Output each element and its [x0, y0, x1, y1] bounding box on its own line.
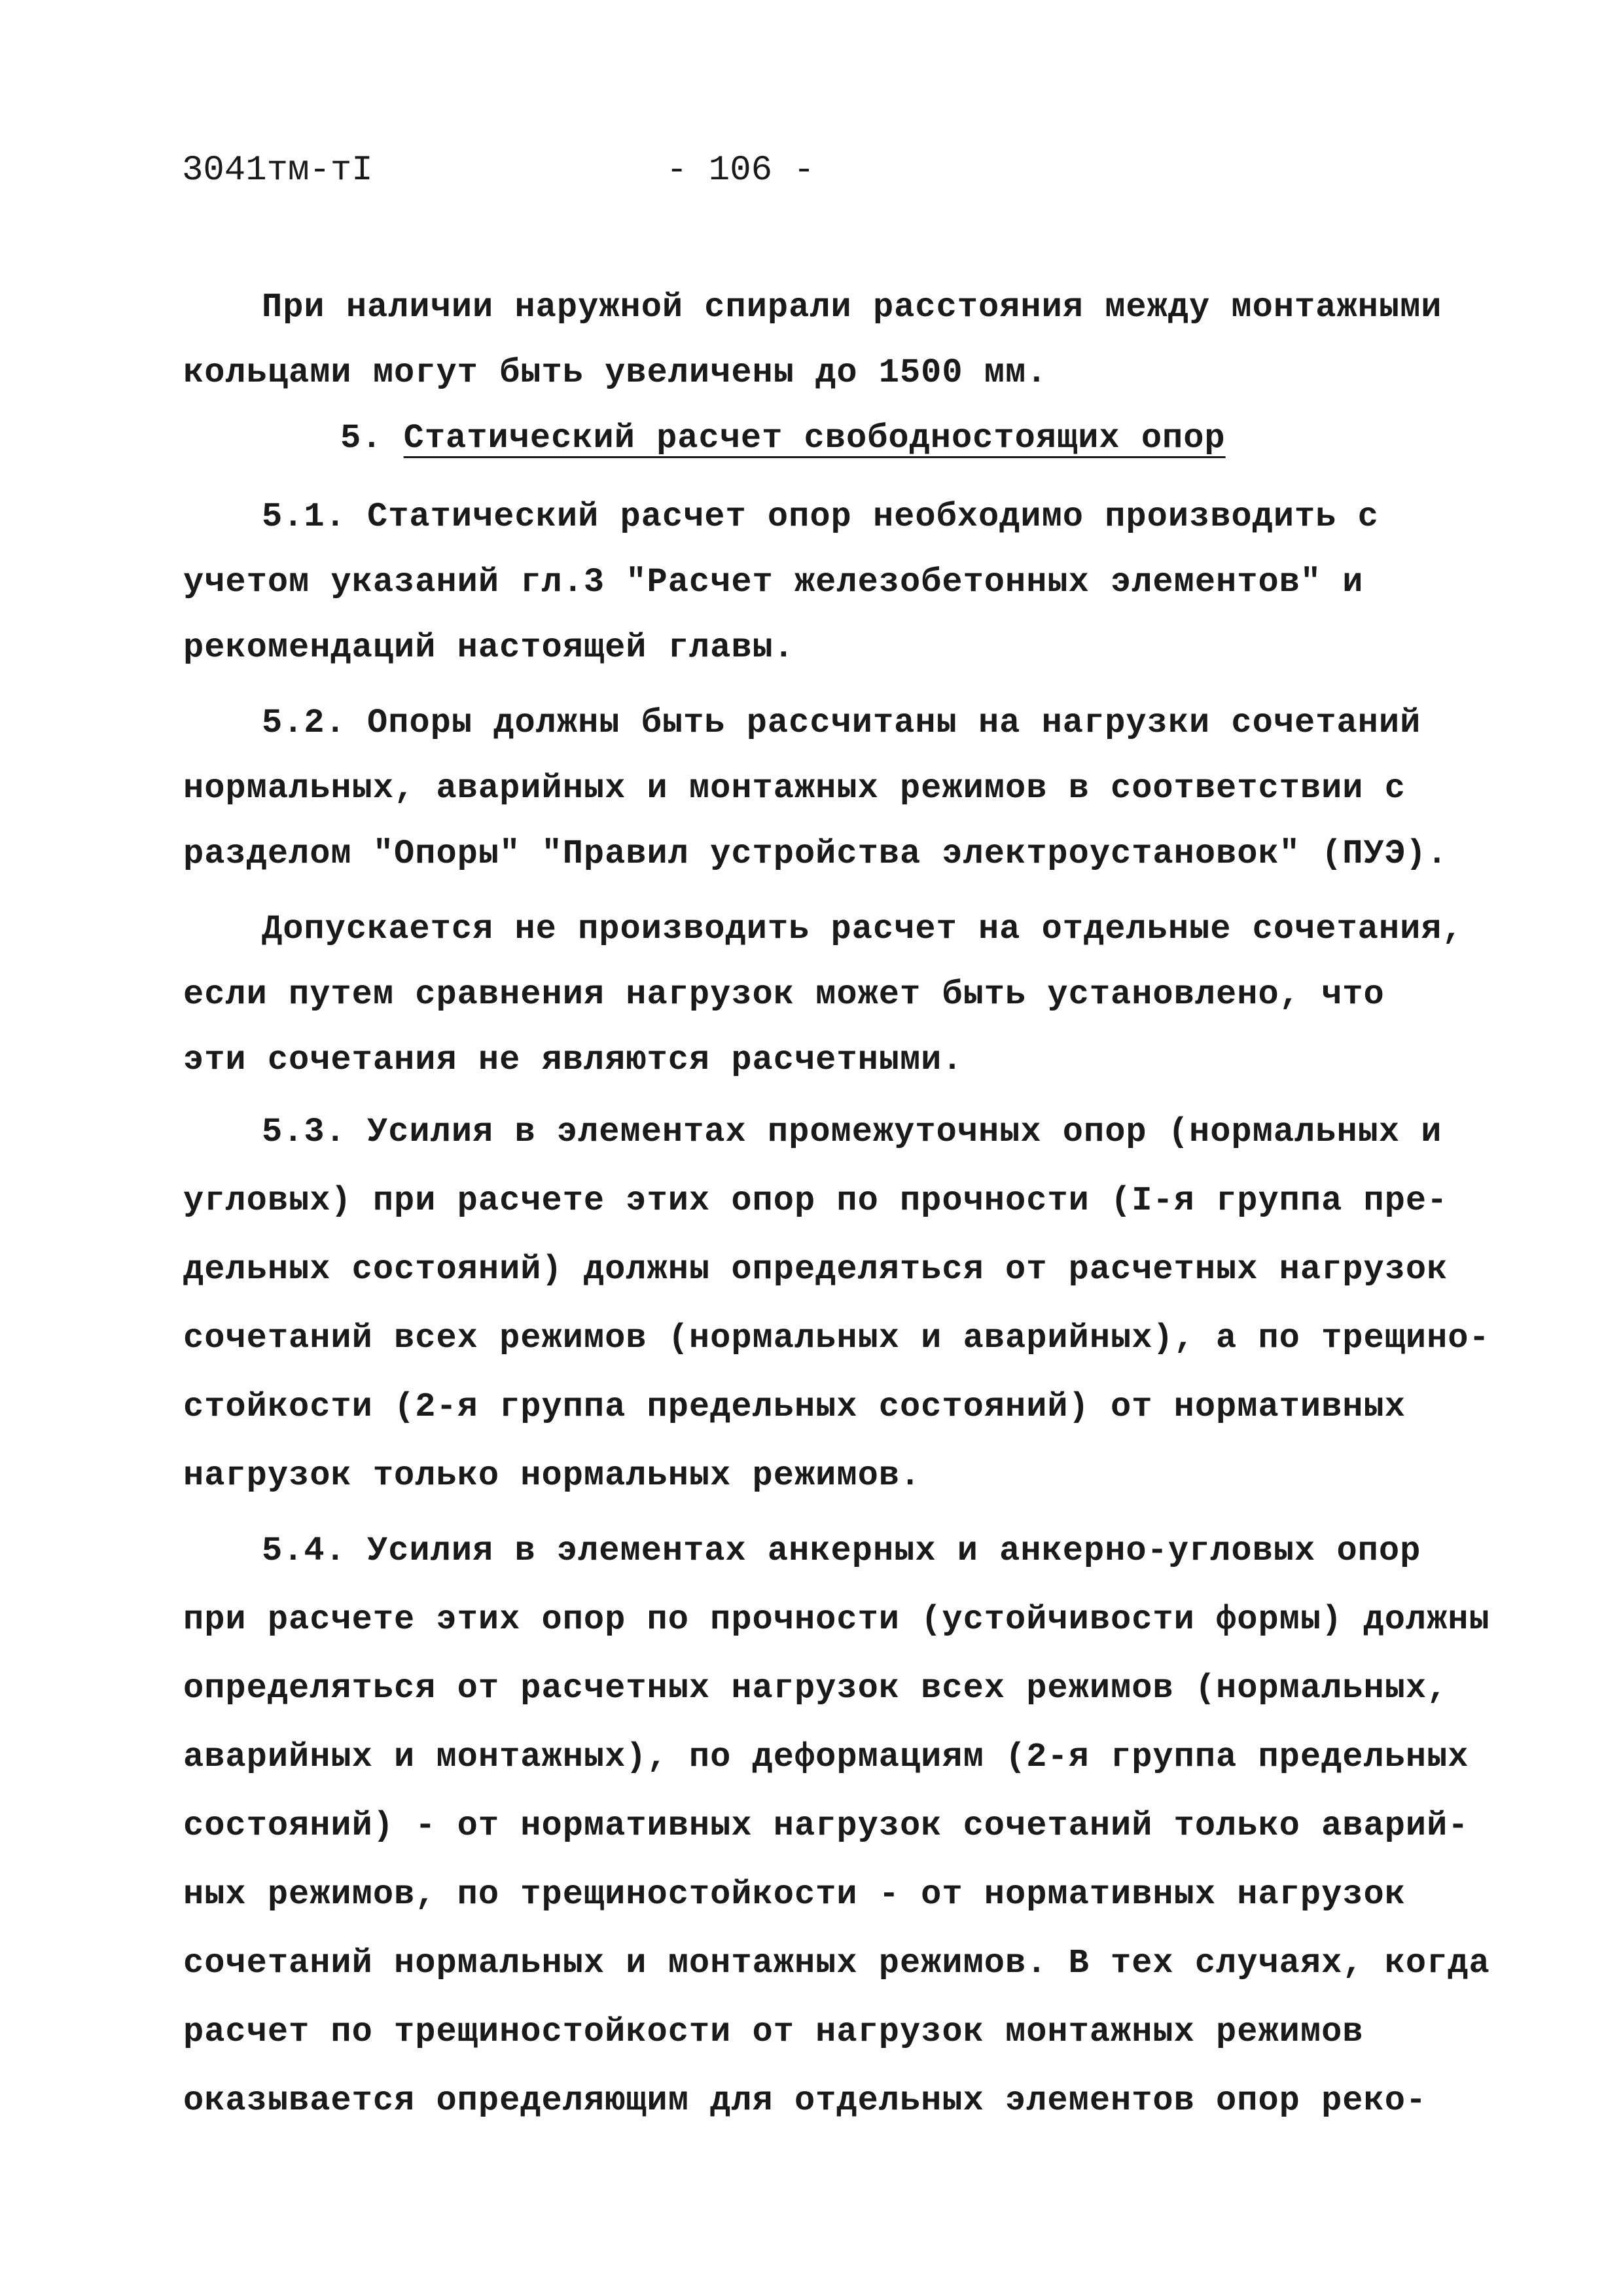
- document-body: [183, 288, 1490, 2186]
- paragraph-line: оказывается определяющим для отдельных элементов опор реко-: [183, 2081, 1427, 2120]
- paragraph-line: сочетаний всех режимов (нормальных и аварийных), а по трещино-: [183, 1319, 1490, 1357]
- paragraph-line: при расчете этих опор по прочности (устойчивости формы) должны: [183, 1600, 1490, 1639]
- paragraph-line: эти сочетания не являются расчетными.: [183, 1041, 963, 1079]
- section-title: Статический расчет свободностоящих опор: [403, 419, 1226, 457]
- paragraph-line: состояний) - от нормативных нагрузок сочетаний только аварий-: [183, 1806, 1469, 1845]
- section-number: 5.: [340, 419, 383, 457]
- paragraph-line: сочетаний нормальных и монтажных режимов. В тех случаях, когда: [183, 1944, 1490, 1982]
- paragraph-line: аварийных и монтажных), по деформациям (2-я группа предельных: [183, 1738, 1469, 1776]
- paragraph-line: 5.2. Опоры должны быть рассчитаны на нагрузки сочетаний: [262, 704, 1421, 742]
- paragraph-line: рекомендаций настоящей главы.: [183, 628, 794, 667]
- paragraph-line: нормальных, аварийных и монтажных режимов в соответствии с: [183, 769, 1406, 808]
- paragraph-line: угловых) при расчете этих опор по прочности (I-я группа пре-: [183, 1181, 1448, 1220]
- page-header: [182, 151, 1465, 203]
- paragraph-line: дельных состояний) должны определяться от расчетных нагрузок: [183, 1250, 1448, 1289]
- paragraph-line: определяться от расчетных нагрузок всех режимов (нормальных,: [183, 1669, 1448, 1708]
- paragraph-line: если путем сравнения нагрузок может быть установлено, что: [183, 975, 1385, 1014]
- intro-line: При наличии наружной спирали расстояния между монтажными: [262, 288, 1442, 327]
- paragraph-line: 5.1. Статический расчет опор необходимо производить с: [262, 497, 1379, 536]
- paragraph-line: ных режимов, по трещиностойкости - от нормативных нагрузок: [183, 1875, 1406, 1914]
- paragraph-line: стойкости (2-я группа предельных состояний) от нормативных: [183, 1388, 1406, 1426]
- paragraph-line: 5.4. Усилия в элементах анкерных и анкерно-угловых опор: [262, 1532, 1421, 1570]
- paragraph-line: 5.3. Усилия в элементах промежуточных опор (нормальных и: [262, 1113, 1442, 1151]
- paragraph-line: расчет по трещиностойкости от нагрузок монтажных режимов: [183, 2013, 1364, 2051]
- paragraph-line: Допускается не производить расчет на отдельные сочетания,: [262, 910, 1463, 948]
- section-heading: [340, 419, 1226, 457]
- page-number: - 106 -: [666, 151, 815, 190]
- document-code: 3041тм-тI: [182, 151, 373, 190]
- paragraph-line: разделом "Опоры" "Правил устройства электроустановок" (ПУЭ).: [183, 834, 1448, 873]
- paragraph-line: учетом указаний гл.3 "Расчет железобетонных элементов" и: [183, 563, 1364, 601]
- intro-line: кольцами могут быть увеличены до 1500 мм.: [183, 353, 1048, 392]
- paragraph-line: нагрузок только нормальных режимов.: [183, 1456, 921, 1495]
